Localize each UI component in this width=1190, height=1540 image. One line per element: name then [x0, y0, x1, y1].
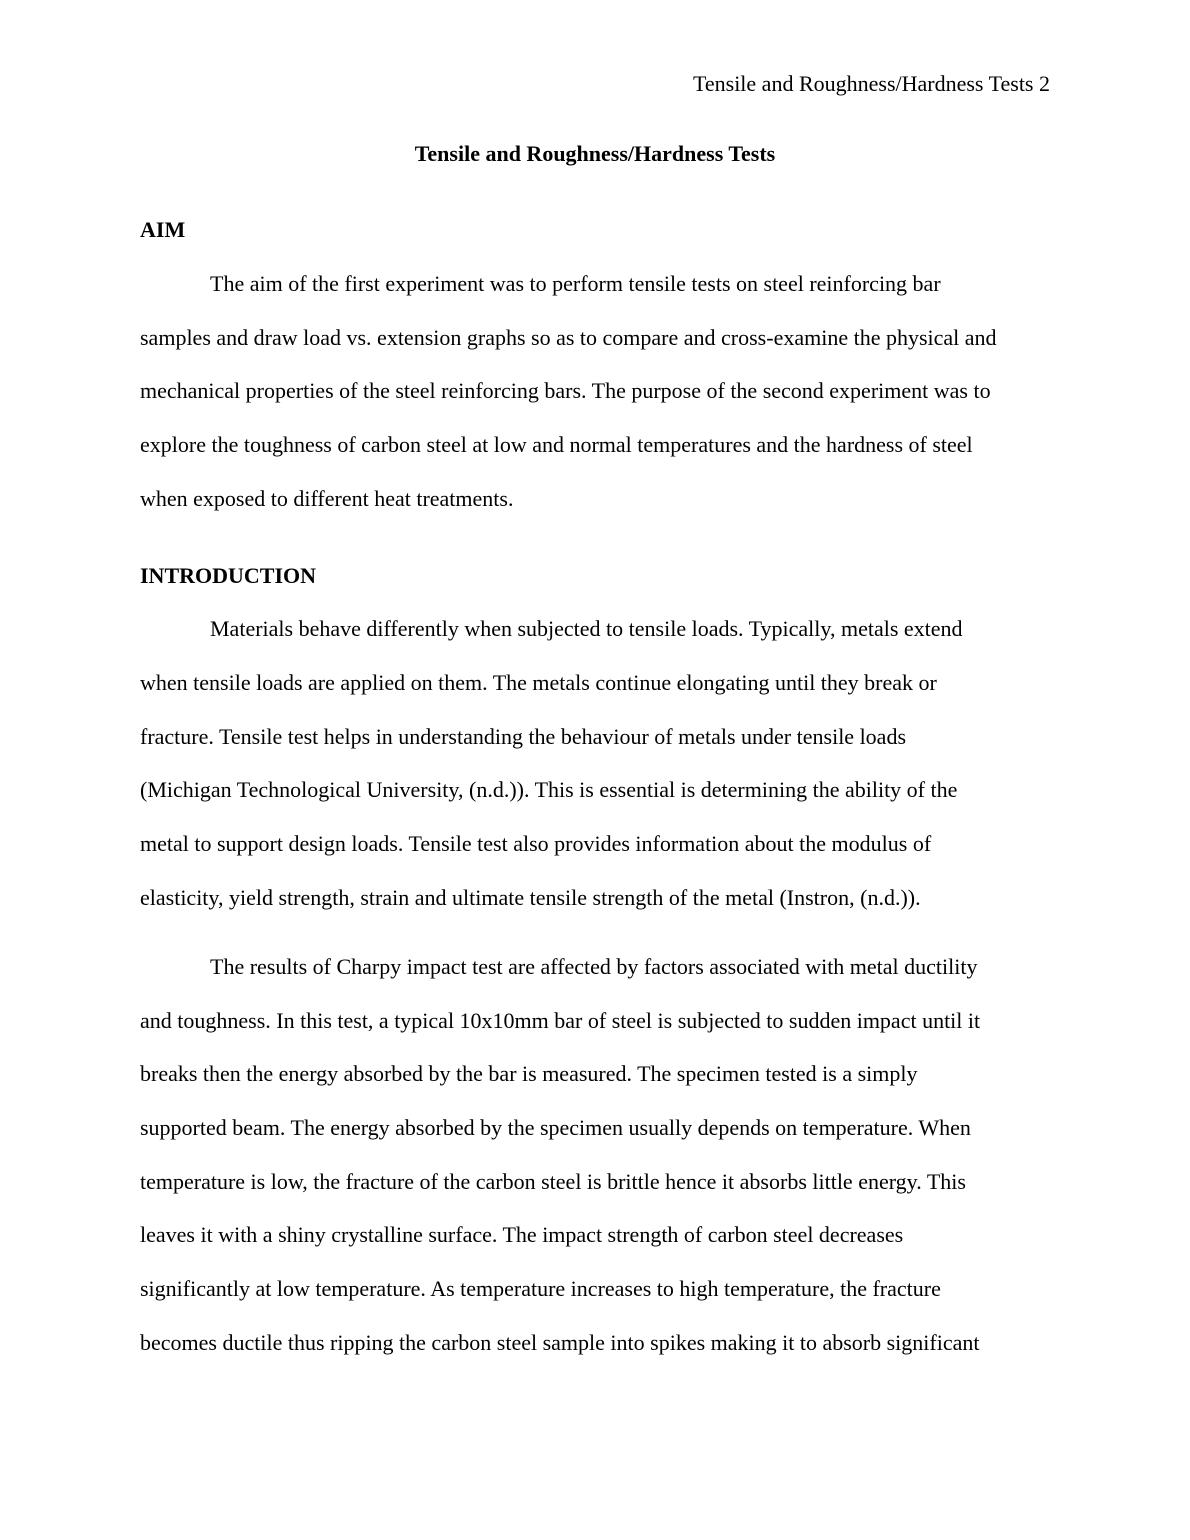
paragraph-line: significantly at low temperature. As temperature increases to high temperature, the fracture [140, 1276, 941, 1301]
paragraph-line: becomes ductile thus ripping the carbon steel sample into spikes making it to absorb significant [140, 1330, 980, 1355]
paragraph-line: fracture. Tensile test helps in understanding the behaviour of metals under tensile loads [140, 724, 907, 749]
paragraph-line: elasticity, yield strength, strain and ultimate tensile strength of the metal (Instron, (n.d.)). [140, 885, 921, 910]
section-heading-aim: AIM [140, 217, 186, 242]
paragraph-line: breaks then the energy absorbed by the bar is measured. The specimen tested is a simply [140, 1061, 918, 1086]
paragraph-line: Materials behave differently when subjected to tensile loads. Typically, metals extend [210, 616, 963, 641]
paragraph-line: (Michigan Technological University, (n.d.)). This is essential is determining the ability of the [140, 777, 958, 802]
paragraph-line: when tensile loads are applied on them. The metals continue elongating until they break or [140, 670, 937, 695]
running-head: Tensile and Roughness/Hardness Tests 2 [692, 71, 1050, 96]
paragraph-line: explore the toughness of carbon steel at low and normal temperatures and the hardness of steel [140, 432, 973, 457]
paragraph-line: samples and draw load vs. extension graphs so as to compare and cross-examine the physical and [140, 325, 997, 350]
paragraph-line: and toughness. In this test, a typical 10x10mm bar of steel is subjected to sudden impact until it [140, 1008, 981, 1033]
paragraph-line: The results of Charpy impact test are affected by factors associated with metal ductility [210, 954, 978, 979]
paragraph-line: supported beam. The energy absorbed by the specimen usually depends on temperature. When [140, 1115, 971, 1140]
document-title: Tensile and Roughness/Hardness Tests [414, 141, 776, 166]
paragraph-line: when exposed to different heat treatments. [140, 486, 514, 511]
paragraph-line: leaves it with a shiny crystalline surface. The impact strength of carbon steel decreases [140, 1222, 904, 1247]
paragraph-line: metal to support design loads. Tensile test also provides information about the modulus of [140, 831, 932, 856]
paragraph-line: temperature is low, the fracture of the carbon steel is brittle hence it absorbs little energy. This [140, 1169, 966, 1194]
paragraph-line: The aim of the first experiment was to perform tensile tests on steel reinforcing bar [210, 271, 941, 296]
paragraph-line: mechanical properties of the steel reinforcing bars. The purpose of the second experiment was to [140, 378, 991, 403]
section-heading-introduction: INTRODUCTION [140, 563, 317, 588]
